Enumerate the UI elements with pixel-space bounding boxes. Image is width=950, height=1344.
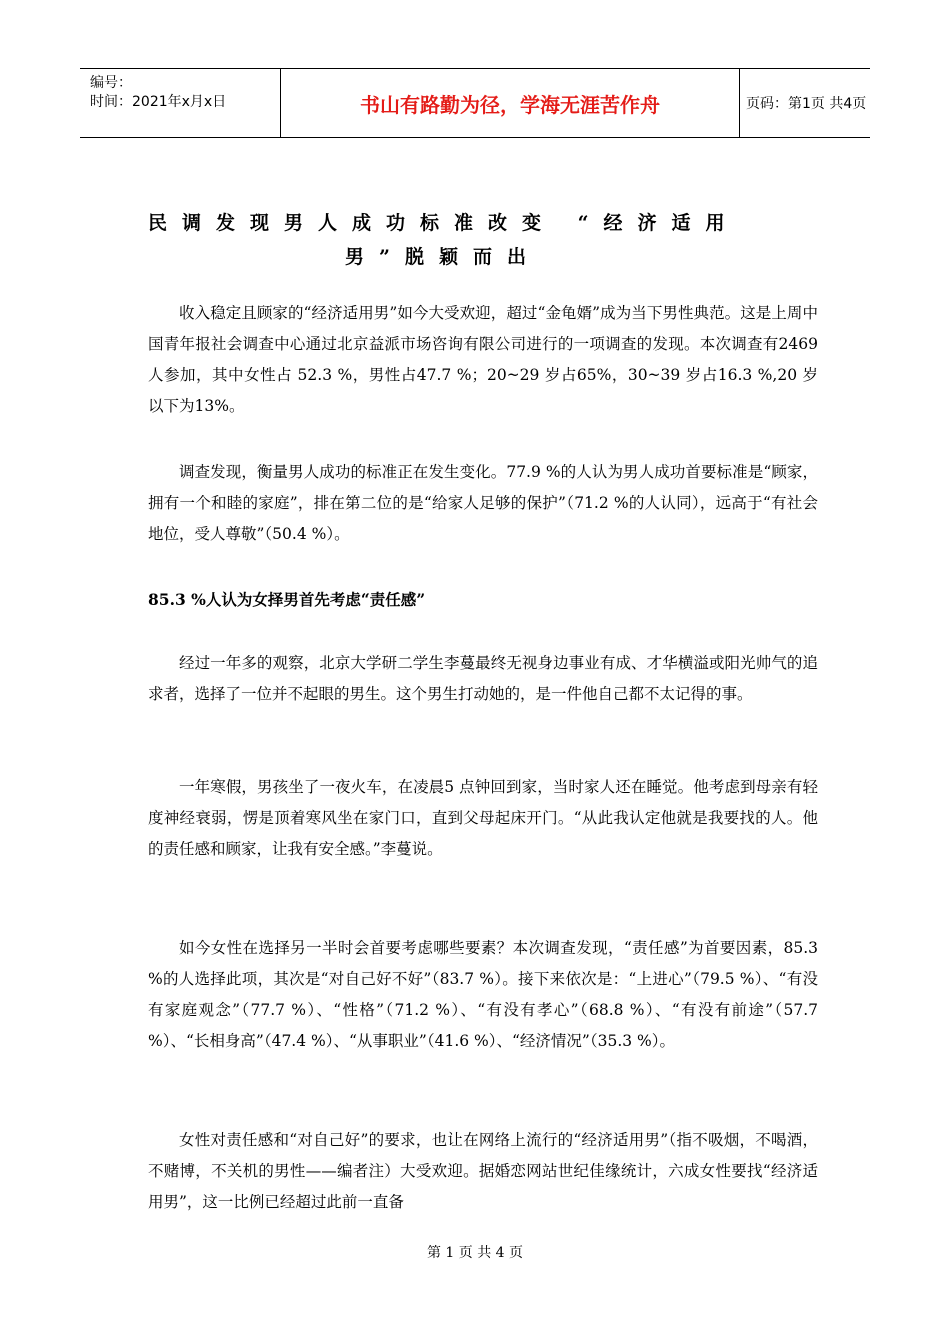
article-title: [148, 206, 808, 274]
paragraph-5-block: [148, 933, 818, 1057]
section-subheading: 85.3 %人认为女择男首先考虑“责任感”: [148, 590, 426, 609]
paragraph-2: 调查发现，衡量男人成功的标准正在发生变化。77.9 %的人认为男人成功首要标准是“顾家，拥有一个和睦的家庭”，排在第二位的是“给家人足够的保护”（71.2 %的人认同），远高于“有社会地位，受人尊敬”（50.4 %）。: [148, 463, 818, 543]
paragraph-3: 经过一年多的观察，北京大学研二学生李蔓最终无视身边事业有成、才华横溢或阳光帅气的追求者，选择了一位并不起眼的男生。这个男生打动她的，是一件他自己都不太记得的事。: [148, 654, 818, 703]
paragraph-6: 女性对责任感和“对自己好”的要求，也让在网络上流行的“经济适用男”（指不吸烟，不喝酒，不赌博，不关机的男性——编者注）大受欢迎。据婚恋网站世纪佳缘统计，六成女性要找“经济适用男”，这一比例已经超过此前一直备: [148, 1131, 818, 1211]
header-info: [80, 69, 280, 137]
paragraph-6-block: [148, 1125, 818, 1218]
paragraph-3-block: [148, 648, 818, 710]
paragraph-2-block: [148, 457, 818, 550]
document-header: [80, 68, 870, 138]
paragraph-5: 如今女性在选择另一半时会首要考虑哪些要素？本次调查发现，“责任感”为首要因素，85.3 %的人选择此项，其次是“对自己好不好”（83.7 %）。接下来依次是：“上进心”（79.5 %）、“有没有家庭观念”（77.7 %）、“性格”（71.2 %）、“有没有孝心”（68.8 %）、“有没有前途”（57.7 %）、“长相身高”（47.4 %）、“从事职业”（41.6 %）、“经济情况”（35.3 %）。: [148, 939, 818, 1050]
paragraph-4-block: [148, 772, 818, 865]
header-number: 编号：: [90, 75, 132, 91]
page-footer: 第 1 页 共 4 页: [426, 1245, 524, 1261]
paragraph-1-block: [148, 298, 818, 422]
header-motto: 书山有路勤为径，学海无涯苦作舟: [280, 69, 740, 137]
header-time: 时间：2021年x月x日: [90, 94, 227, 110]
paragraph-1: 收入稳定且顾家的“经济适用男”如今大受欢迎，超过“金龟婿”成为当下男性典范。这是上周中国青年报社会调查中心通过北京益派市场咨询有限公司进行的一项调查的发现。本次调查有2469人参加，其中女性占 52.3 %，男性占47.7 %；20~29 岁占65%，30~39 岁占16.3 %,20 岁以下为13%。: [148, 304, 818, 415]
header-page-number: 页码：第1页 共4页: [746, 96, 867, 112]
title-line-1: 民调发现男人成功标准改变 “经济适用: [148, 212, 740, 234]
paragraph-4: 一年寒假，男孩坐了一夜火车，在凌晨5 点钟回到家，当时家人还在睡觉。他考虑到母亲有轻度神经衰弱，愣是顶着寒风坐在家门口，直到父母起床开门。“从此我认定他就是我要找的人。他的责任感和顾家，让我有安全感。”李蔓说。: [148, 778, 818, 858]
title-line-2: 男”脱颖而出: [345, 246, 541, 268]
